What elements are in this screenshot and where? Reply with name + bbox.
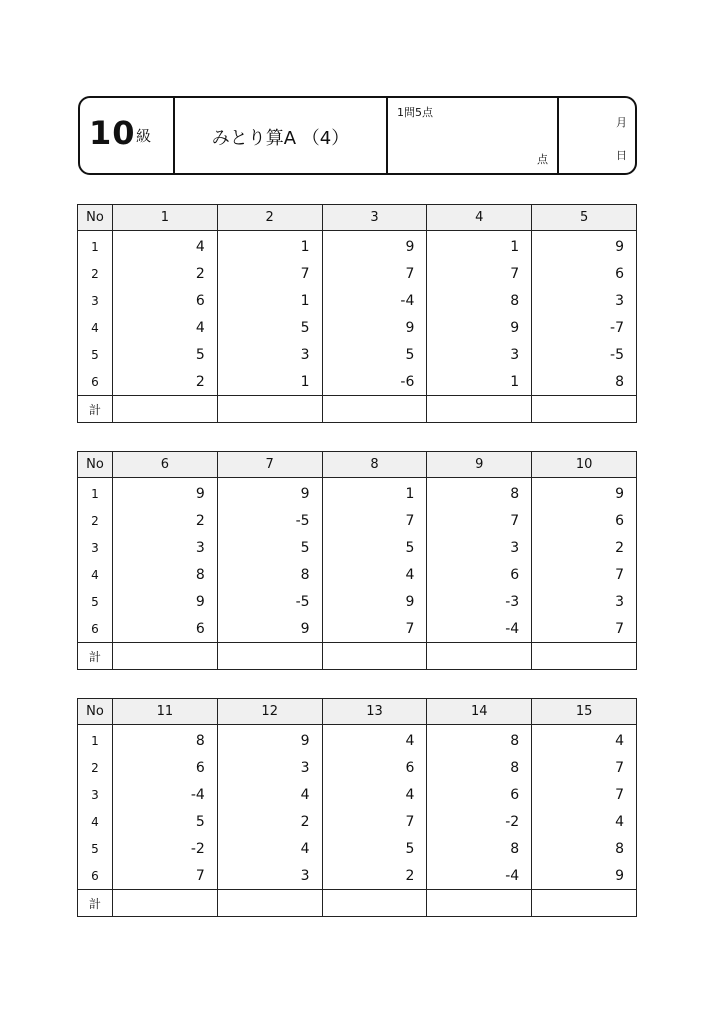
number-cell: 3 <box>217 754 322 781</box>
number-cell: -3 <box>427 588 532 615</box>
row-number: 1 <box>78 725 113 755</box>
number-cell: -4 <box>427 615 532 643</box>
table-row <box>78 808 637 835</box>
number-cell: 9 <box>113 588 218 615</box>
row-number: 4 <box>78 314 113 341</box>
answer-cell[interactable] <box>532 643 637 670</box>
table-row <box>78 231 637 261</box>
number-cell: 7 <box>532 615 637 643</box>
number-cell: 3 <box>217 341 322 368</box>
answer-cell[interactable] <box>427 890 532 917</box>
row-number: 5 <box>78 341 113 368</box>
total-row <box>78 890 637 917</box>
number-cell: 4 <box>322 725 427 755</box>
number-cell: 9 <box>427 314 532 341</box>
score-box[interactable] <box>386 98 557 173</box>
problem-number: 2 <box>217 205 322 231</box>
number-cell: 9 <box>322 588 427 615</box>
number-cell: 8 <box>427 478 532 508</box>
number-cell: 9 <box>532 231 637 261</box>
row-number: 2 <box>78 507 113 534</box>
number-cell: 6 <box>532 260 637 287</box>
number-cell: 7 <box>322 808 427 835</box>
problem-number: 13 <box>322 699 427 725</box>
number-cell: -4 <box>427 862 532 890</box>
number-cell: 8 <box>113 725 218 755</box>
number-cell: 1 <box>427 368 532 396</box>
number-cell: 1 <box>217 287 322 314</box>
row-number: 3 <box>78 534 113 561</box>
number-cell: 9 <box>322 314 427 341</box>
score-unit-label: 点 <box>537 153 548 166</box>
total-label: 計 <box>78 396 113 423</box>
number-cell: 5 <box>322 835 427 862</box>
day-label: 日 <box>616 149 627 162</box>
number-cell: 5 <box>217 534 322 561</box>
answer-cell[interactable] <box>427 396 532 423</box>
number-cell: 2 <box>113 368 218 396</box>
number-cell: 3 <box>532 588 637 615</box>
number-cell: 4 <box>113 314 218 341</box>
answer-cell[interactable] <box>322 643 427 670</box>
number-cell: 9 <box>322 231 427 261</box>
table-row <box>78 341 637 368</box>
problem-number: 6 <box>113 452 218 478</box>
number-cell: 7 <box>532 561 637 588</box>
number-cell: 7 <box>113 862 218 890</box>
table-row <box>78 260 637 287</box>
no-header: No <box>78 205 113 231</box>
problem-number: 11 <box>113 699 218 725</box>
number-cell: 8 <box>113 561 218 588</box>
row-number: 3 <box>78 781 113 808</box>
number-cell: 8 <box>427 835 532 862</box>
number-cell: 1 <box>322 478 427 508</box>
problem-number: 7 <box>217 452 322 478</box>
table-row <box>78 314 637 341</box>
number-cell: 6 <box>113 615 218 643</box>
number-cell: 3 <box>113 534 218 561</box>
number-cell: 5 <box>322 341 427 368</box>
problem-number: 4 <box>427 205 532 231</box>
problem-table-3 <box>77 698 637 917</box>
number-cell: 5 <box>113 341 218 368</box>
number-cell: 2 <box>322 862 427 890</box>
number-cell: 9 <box>217 725 322 755</box>
row-number: 5 <box>78 835 113 862</box>
row-number: 6 <box>78 368 113 396</box>
answer-cell[interactable] <box>113 890 218 917</box>
grade-box <box>80 98 173 173</box>
number-cell: 2 <box>113 260 218 287</box>
number-cell: 5 <box>113 808 218 835</box>
row-number: 4 <box>78 561 113 588</box>
number-cell: -2 <box>427 808 532 835</box>
number-cell: 7 <box>532 781 637 808</box>
number-cell: 4 <box>322 781 427 808</box>
table-row <box>78 478 637 508</box>
worksheet-header <box>78 96 637 175</box>
number-cell: 4 <box>113 231 218 261</box>
number-cell: 6 <box>427 781 532 808</box>
number-cell: 7 <box>427 260 532 287</box>
problem-number: 14 <box>427 699 532 725</box>
number-cell: -4 <box>113 781 218 808</box>
answer-cell[interactable] <box>322 396 427 423</box>
number-cell: 5 <box>322 534 427 561</box>
number-cell: 7 <box>217 260 322 287</box>
table-row <box>78 835 637 862</box>
table-row <box>78 862 637 890</box>
number-cell: 1 <box>217 368 322 396</box>
number-cell: 8 <box>427 754 532 781</box>
number-cell: 4 <box>532 725 637 755</box>
answer-cell[interactable] <box>427 643 532 670</box>
table-row <box>78 507 637 534</box>
number-cell: -2 <box>113 835 218 862</box>
problem-number: 8 <box>322 452 427 478</box>
number-cell: 1 <box>427 231 532 261</box>
row-number: 2 <box>78 754 113 781</box>
table-row <box>78 781 637 808</box>
total-row <box>78 396 637 423</box>
answer-cell[interactable] <box>322 890 427 917</box>
number-cell: 5 <box>217 314 322 341</box>
problem-number: 3 <box>322 205 427 231</box>
number-cell: 8 <box>532 368 637 396</box>
number-cell: -4 <box>322 287 427 314</box>
answer-cell[interactable] <box>217 643 322 670</box>
grade-label: 級 <box>136 127 152 145</box>
number-cell: -5 <box>217 588 322 615</box>
row-number: 3 <box>78 287 113 314</box>
number-cell: -6 <box>322 368 427 396</box>
answer-cell[interactable] <box>532 396 637 423</box>
number-cell: 3 <box>532 287 637 314</box>
problem-number: 10 <box>532 452 637 478</box>
total-label: 計 <box>78 890 113 917</box>
number-cell: 8 <box>532 835 637 862</box>
table-row <box>78 287 637 314</box>
total-label: 計 <box>78 643 113 670</box>
number-cell: 9 <box>217 615 322 643</box>
number-cell: -5 <box>217 507 322 534</box>
number-cell: 4 <box>532 808 637 835</box>
total-row <box>78 643 637 670</box>
no-header: No <box>78 452 113 478</box>
number-cell: 8 <box>217 561 322 588</box>
row-number: 4 <box>78 808 113 835</box>
problem-table-2 <box>77 451 637 670</box>
number-cell: 3 <box>427 534 532 561</box>
table-row <box>78 615 637 643</box>
table-row <box>78 588 637 615</box>
number-cell: 1 <box>217 231 322 261</box>
number-cell: 7 <box>322 507 427 534</box>
number-cell: -7 <box>532 314 637 341</box>
date-box[interactable] <box>557 98 635 173</box>
answer-cell[interactable] <box>113 396 218 423</box>
table-row <box>78 368 637 396</box>
no-header: No <box>78 699 113 725</box>
number-cell: 6 <box>322 754 427 781</box>
number-cell: 2 <box>113 507 218 534</box>
table-row <box>78 725 637 755</box>
number-cell: 6 <box>113 287 218 314</box>
score-rule-label: 1問5点 <box>397 106 433 119</box>
worksheet-title: みとり算A （4） <box>211 128 350 149</box>
number-cell: 6 <box>113 754 218 781</box>
number-cell: 7 <box>532 754 637 781</box>
number-cell: 4 <box>217 781 322 808</box>
number-cell: 7 <box>322 260 427 287</box>
row-number: 1 <box>78 231 113 261</box>
number-cell: 9 <box>532 478 637 508</box>
answer-cell[interactable] <box>217 396 322 423</box>
number-cell: 6 <box>427 561 532 588</box>
answer-cell[interactable] <box>217 890 322 917</box>
number-cell: 3 <box>217 862 322 890</box>
row-number: 5 <box>78 588 113 615</box>
table-row <box>78 534 637 561</box>
number-cell: 4 <box>217 835 322 862</box>
title-box <box>173 98 386 173</box>
row-number: 2 <box>78 260 113 287</box>
number-cell: 9 <box>113 478 218 508</box>
number-cell: 7 <box>427 507 532 534</box>
number-cell: 4 <box>322 561 427 588</box>
table-row <box>78 561 637 588</box>
row-number: 1 <box>78 478 113 508</box>
problem-number: 9 <box>427 452 532 478</box>
problem-number: 15 <box>532 699 637 725</box>
number-cell: 9 <box>217 478 322 508</box>
problem-number: 12 <box>217 699 322 725</box>
problem-number: 5 <box>532 205 637 231</box>
number-cell: -5 <box>532 341 637 368</box>
number-cell: 8 <box>427 287 532 314</box>
answer-cell[interactable] <box>113 643 218 670</box>
number-cell: 3 <box>427 341 532 368</box>
number-cell: 6 <box>532 507 637 534</box>
grade-number: 10 <box>89 114 136 152</box>
number-cell: 2 <box>217 808 322 835</box>
row-number: 6 <box>78 615 113 643</box>
table-row <box>78 754 637 781</box>
row-number: 6 <box>78 862 113 890</box>
problem-number: 1 <box>113 205 218 231</box>
number-cell: 2 <box>532 534 637 561</box>
answer-cell[interactable] <box>532 890 637 917</box>
month-label: 月 <box>616 116 627 129</box>
number-cell: 7 <box>322 615 427 643</box>
number-cell: 9 <box>532 862 637 890</box>
problem-table-1 <box>77 204 637 423</box>
number-cell: 8 <box>427 725 532 755</box>
